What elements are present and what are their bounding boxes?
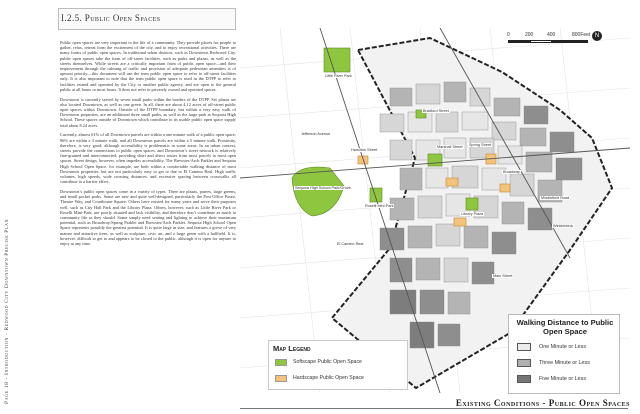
street-label-hamilton: Hamilton Street — [351, 148, 378, 152]
scale-bar — [508, 32, 598, 44]
street-label-broadway: Broadway — [503, 170, 520, 174]
scale-segment-3 — [552, 40, 588, 43]
walking-distance-legend — [508, 314, 620, 394]
walk-item-one-minute — [517, 343, 617, 353]
legend-swatch-softscape — [275, 359, 287, 366]
walk-item-five-minute — [517, 375, 617, 385]
legend-label-softscape: Softscape Public Open Space — [293, 359, 362, 365]
walk-label-one-minute: One Minute or Less — [539, 344, 587, 350]
side-strip — [0, 0, 22, 414]
body-paragraph-3: Currently, almost 61% of all Downtown parcels are within a one minute walk of a public open space; 96% are within a 3 minute walk, and all Downtown parcels are within a 5 minute walk. Proximity, therefore, is very good; although accessibility is problematic in some areas. In an urban context, streets provide the connections to public open spaces, and Downtown’s street network is relatively fine-grained and interconnected, providing short and direct routes from most parcels to most open spaces. Street design, however, often impedes accessibility. The Brewster/Arch Parklet and Sequoia High School Open Space, for example, are both within a comfortable walking distance of most Downtown properties, but are not particularly easy to get to due to El Camino Real. High traffic volumes, high speeds, wide crossing distances, and excessive spacing between crosswalks all contribute to a barrier effect. — [60, 132, 236, 185]
park-label-sequoia: Sequoia High School Park/Grove — [295, 186, 351, 190]
walk-swatch-five-minute — [517, 375, 531, 383]
section-title: I.2.5. Public Open Spaces — [61, 13, 161, 23]
walk-item-three-minute — [517, 359, 617, 369]
legend-swatch-hardscape — [275, 375, 287, 382]
footer-caption: Existing Conditions - Public Open Spaces — [455, 398, 630, 408]
walk-swatch-one-minute — [517, 343, 531, 351]
scale-label-200: 200 — [525, 32, 534, 38]
legend-label-hardscape: Hardscape Public Open Space — [293, 375, 364, 381]
body-paragraph-2: Downtown is currently served by seven small parks within the borders of the DTPP. Six plazas are also located Downtown, as well as one green. In all, there are about 4.12 acres of off-street public open spaces within Downtown. Outside of the DTPP boundary, but within a very easy walk of Downtown properties, are an additional three small parks, as well as the large park at Sequoia High School. These spaces outside of Downtown which contribute to its usable public open space supply total about 8.24 acres. — [60, 96, 236, 128]
body-paragraph-1: Public open spaces are very important to the life of a community. They provide places for people to gather, relax, retreat from the excitement of the city, and to enjoy recreational activities. There are many forms of public open spaces. In traditional urban districts, such as Downtown Redwood City, public open spaces take the form of off-street facilities, such as parks and plazas, as well as the streets themselves. While streets are a critically important form of public open space—and their improvement through the calming of traffic and provision of adequate pedestrian amenities is of upmost priority—this document will use the term public open space to refer to off-street facilities only. It is also important to note that the term public open space is used in the DTPP to refer to facilities owned and operated by the City or another public agency, and are open to the general public at all hours or most hours. It does not refer to privately owned and operated spaces. — [60, 40, 236, 92]
section-heading — [58, 8, 236, 30]
walk-swatch-three-minute — [517, 359, 531, 367]
walk-label-three-minute: Three Minute or Less — [539, 360, 590, 366]
walk-label-five-minute: Five Minute or Less — [539, 376, 587, 382]
street-label-el-camino: El Camino Real — [337, 242, 364, 246]
street-label-main: Main Street — [493, 274, 513, 278]
park-label-little-river: Little River Park — [325, 74, 352, 78]
legend-item-hardscape — [275, 375, 409, 383]
scale-label-800: 800Feet — [572, 32, 591, 38]
map-legend-title: Map Legend — [273, 344, 311, 353]
park-label-roselli: Roselli Mini-Park — [365, 204, 394, 208]
street-label-middlefield: Middlefield Road — [541, 196, 570, 200]
street-label-winklebleck: Winklebleck — [553, 224, 574, 228]
walking-distance-title: Walking Distance to Public Open Space — [516, 318, 614, 336]
map-legend — [268, 340, 408, 390]
scale-label-0: 0 — [507, 32, 510, 38]
body-text-column — [60, 40, 236, 402]
side-page-label: Page 18 - Introduction - Redwood City Downtown Precise Plan — [4, 218, 10, 404]
legend-item-softscape — [275, 359, 409, 367]
park-label-library: Library Plaza — [461, 212, 484, 216]
scale-label-400: 400 — [547, 32, 556, 38]
footer-rule — [240, 408, 628, 409]
street-label-bradford: Bradford Street — [423, 109, 449, 113]
scale-segment-2 — [530, 40, 552, 43]
street-label-jefferson: Jefferson Avenue — [301, 132, 331, 136]
scale-segment-1 — [508, 40, 530, 43]
street-label-spring: Spring Street — [469, 143, 492, 147]
body-paragraph-4: Downtown’s public open spaces come in a variety of types. There are plazas, pasees, large greens, and small pocket parks. Some are new and quite well-designed, particularly the Post Office Paseo, Theatre Way, and Courthouse Square. Others have existed for many years and serve their purposes well, such as City Hall Park and the Library Plaza. Others, however, such as Little River Park or Roselli Mini-Park, are poorly situated and lack visibility, and therefore don’t contribute as much to community life as they should. Some simply need seating and lighting to achieve their maximum potential, such as Broadway/Spring Parklet and Brewster/Arch Parklet. Sequoia High School Open Space represents possibly the greatest potential. It is quite large in size, and features a grove of very mature and attractive trees, as well as sculpture, civic art, and a large green with a ballfield. It is, however, difficult to get to and appears to be closed to the public, although it is open for anyone to enjoy at any time. — [60, 189, 236, 247]
north-arrow-icon: N — [592, 31, 602, 41]
street-label-marshall: Marshall Street — [437, 145, 463, 149]
